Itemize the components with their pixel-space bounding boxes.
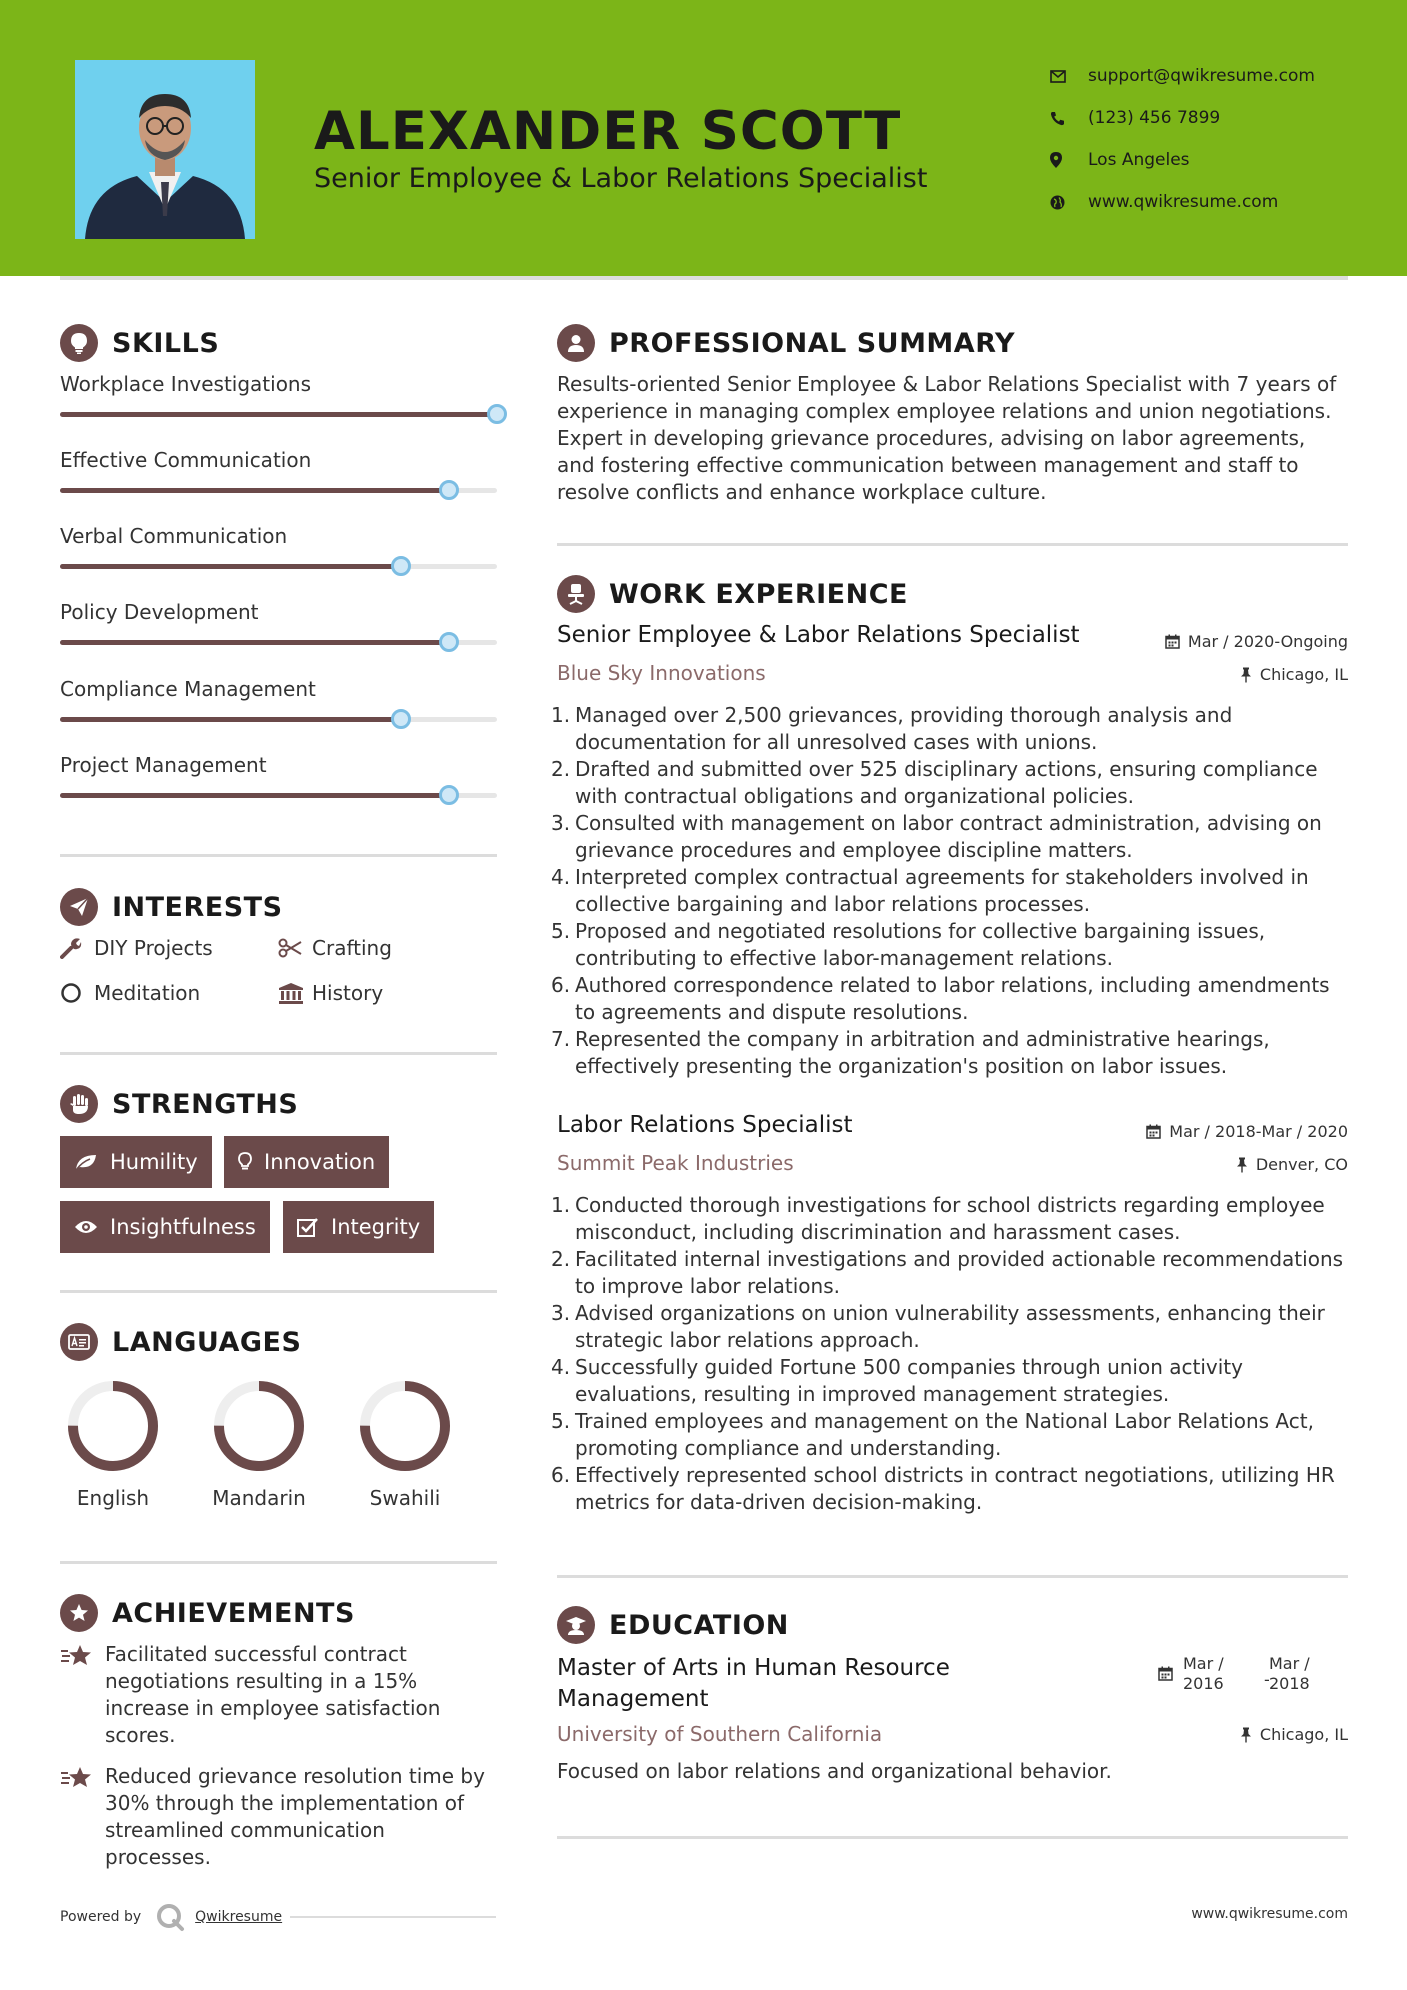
skill-bar-knob [439,632,459,652]
language-name: English [76,1486,150,1510]
skill-item [60,372,497,448]
globe-icon [1050,195,1088,210]
wrench-icon [60,937,94,959]
bullet-number: 1. [551,1193,571,1217]
bullet-text: Successfully guided Fortune 500 companies through union activity evaluations, resulting in improved management strategies. [575,1355,1243,1406]
languages-title: LANGUAGES [112,1326,302,1358]
skill-bar-fill [60,412,497,417]
star-icon [60,1763,105,1871]
section-divider [60,854,497,857]
job-location [1240,665,1348,684]
chair-icon [557,575,595,613]
bullet-text: Trained employees and management on the National Labor Relations Act, promoting compliance and understanding. [575,1409,1314,1460]
lightbulb-icon [60,324,98,362]
skill-item [60,677,497,753]
language-progress-ring [65,1378,161,1474]
company-name: Blue Sky Innovations [557,661,766,685]
skill-bar-knob [391,556,411,576]
bullet-text: Conducted thorough investigations for school districts regarding employee misconduct, including discrimination and harassment cases. [575,1193,1325,1244]
job-bullet [551,1354,1351,1408]
skill-name: Compliance Management [60,677,316,701]
contact-location-text: Los Angeles [1088,150,1190,170]
bullet-number: 4. [551,1355,571,1379]
candidate-title: Senior Employee & Labor Relations Specialist [314,163,928,194]
skill-name: Workplace Investigations [60,372,312,396]
lightbulb-icon [238,1152,252,1172]
achievement-text: Reduced grievance resolution time by 30% through the implementation of streamlined communication processes. [105,1764,485,1869]
bullet-number: 5. [551,919,571,943]
company-name: Summit Peak Industries [557,1151,794,1175]
circle-icon [60,982,94,1004]
job-bullet [551,1192,1351,1246]
powered-by-text: Powered by [60,1909,142,1925]
job-bullet-list [551,1192,1351,1516]
interest-label: Meditation [94,981,201,1005]
degree-title: Master of Arts in Human Resource Management [557,1655,950,1712]
section-divider [60,1052,497,1055]
experience-heading [557,575,908,613]
skill-name: Verbal Communication [60,524,288,548]
skill-bar-fill [60,717,401,722]
header-divider [60,276,1348,280]
bullet-text: Drafted and submitted over 525 disciplinary actions, ensuring compliance with contractual obligations and organizational policies. [575,757,1318,808]
strength-tag [283,1201,434,1253]
qwikresume-link[interactable]: Qwikresume [195,1909,283,1925]
check-square-icon [297,1217,319,1237]
job-dates [1165,632,1348,651]
job-location-text: Chicago, IL [1259,665,1348,684]
calendar-icon [1146,1124,1161,1139]
bullet-text: Managed over 2,500 grievances, providing thorough analysis and documentation for all unresolved cases with unions. [575,703,1233,754]
hand-icon [60,1085,98,1123]
language-item [194,1378,324,1510]
job-title: Senior Employee & Labor Relations Specialist [557,622,1080,648]
profile-photo [75,60,255,239]
job-bullet-list [551,702,1351,1080]
qwikresume-logo-icon [155,1902,185,1932]
bullet-number: 3. [551,1301,571,1325]
skill-bar [60,412,497,417]
section-divider [60,1290,497,1293]
interest-item [278,936,392,960]
job-dates-text: Mar / 2018-Mar / 2020 [1169,1122,1348,1141]
skill-bar-fill [60,564,401,569]
strength-label: Humility [110,1150,198,1174]
skill-item [60,524,497,600]
skill-bar [60,793,497,798]
language-item [340,1378,470,1510]
bullet-number: 6. [551,1463,571,1487]
contact-location [1050,139,1315,181]
interest-item [60,981,200,1005]
map-marker-icon [1050,152,1088,168]
skill-bar-knob [487,404,507,424]
skill-bar [60,640,497,645]
bullet-text: Effectively represented school districts in contract negotiations, utilizing HR metrics for data-driven decision-making. [575,1463,1335,1514]
skill-bar [60,488,497,493]
bullet-text: Consulted with management on labor contract administration, advising on grievance procedures and employee discipline matters. [575,811,1322,862]
strength-label: Insightfulness [110,1215,256,1239]
phone-icon [1050,111,1088,126]
resume-header [0,0,1407,276]
job-bullet [551,702,1351,756]
skill-name: Policy Development [60,600,259,624]
star-icon [60,1641,105,1749]
language-item [48,1378,178,1510]
section-divider [557,1575,1348,1578]
interest-label: Crafting [312,936,392,960]
envelope-icon [1050,70,1088,83]
contact-email[interactable] [1050,55,1315,97]
contact-phone[interactable] [1050,97,1315,139]
summary-heading [557,324,1015,362]
job-bullet [551,1026,1351,1080]
education-dates [1158,1654,1318,1698]
education-end-line1: Mar / [1269,1654,1310,1673]
interests-title: INTERESTS [112,891,283,923]
skill-bar-knob [439,480,459,500]
strength-label: Integrity [331,1215,421,1239]
paper-plane-icon [60,888,98,926]
skill-name: Project Management [60,753,267,777]
language-progress-ring [357,1378,453,1474]
bullet-number: 4. [551,865,571,889]
leaf-icon [74,1153,98,1171]
interest-item [278,981,383,1005]
bullet-number: 6. [551,973,571,997]
interest-label: History [312,981,384,1005]
job-dates [1146,1122,1348,1141]
job-bullet [551,756,1351,810]
education-description: Focused on labor relations and organizational behavior. [557,1759,1112,1783]
bullet-text: Interpreted complex contractual agreements for stakeholders involved in collective bargaining and labor relations processes. [575,865,1309,916]
footer-powered-by [60,1902,496,1932]
interests-heading [60,888,283,926]
calendar-icon [1165,634,1180,649]
bullet-number: 2. [551,757,571,781]
education-start-line1: Mar / [1183,1654,1224,1673]
school-name: University of Southern California [557,1722,883,1746]
eye-icon [74,1219,98,1235]
strength-tag [60,1136,212,1188]
job-location [1236,1155,1348,1174]
job-bullet [551,918,1351,972]
contact-website[interactable] [1050,181,1315,223]
strength-label: Innovation [264,1150,376,1174]
skill-bar-fill [60,793,449,798]
education-date-dash: - [1264,1670,1270,1689]
experience-title: WORK EXPERIENCE [609,578,908,610]
skill-bar-knob [391,709,411,729]
achievements-heading [60,1594,355,1632]
bullet-text: Proposed and negotiated resolutions for collective bargaining issues, contributing to effective labor-management relations. [575,919,1266,970]
skills-title: SKILLS [112,327,220,359]
candidate-name: ALEXANDER SCOTT [314,101,902,162]
bullet-number: 1. [551,703,571,727]
job-bullet [551,810,1351,864]
contact-list [1050,55,1315,223]
strengths-heading [60,1085,298,1123]
language-name: Swahili [369,1486,441,1510]
achievement-item [60,1763,497,1871]
job-bullet [551,1246,1351,1300]
skill-item [60,600,497,676]
bullet-number: 2. [551,1247,571,1271]
skill-item [60,753,497,829]
language-card-icon [60,1323,98,1361]
education-start-line2: 2016 [1183,1674,1224,1693]
education-location-text: Chicago, IL [1259,1725,1348,1744]
bullet-text: Facilitated internal investigations and provided actionable recommendations to improve labor relations. [575,1247,1344,1298]
summary-text: Results-oriented Senior Employee & Labor Relations Specialist with 7 years of experience in managing complex employee relations and union negotiations. Expert in developing grievance procedures, advising on labor agreements, and fostering effective communication between management and staff to resolve conflicts and enhance workplace culture. [557,372,1337,504]
bullet-number: 5. [551,1409,571,1433]
job-title: Labor Relations Specialist [557,1112,853,1138]
skill-bar-fill [60,488,449,493]
job-bullet [551,972,1351,1026]
bullet-text: Authored correspondence related to labor relations, including amendments to agreements and dispute resolutions. [575,973,1330,1024]
skill-bar [60,564,497,569]
skill-name: Effective Communication [60,448,312,472]
skill-bar-knob [439,785,459,805]
calendar-icon [1158,1666,1173,1685]
achievements-title: ACHIEVEMENTS [112,1597,355,1629]
education-location [1240,1725,1348,1744]
star-badge-icon [60,1594,98,1632]
graduate-icon [557,1606,595,1644]
language-progress-ring [211,1378,307,1474]
contact-phone-text: (123) 456 7899 [1088,108,1221,128]
contact-email-text: support@qwikresume.com [1088,66,1315,86]
languages-heading [60,1323,301,1361]
user-icon [557,324,595,362]
bullet-number: 7. [551,1027,571,1051]
strength-tag [224,1136,389,1188]
job-bullet [551,1300,1351,1354]
interest-label: DIY Projects [94,936,213,960]
pushpin-icon [1240,1727,1252,1743]
skill-bar-fill [60,640,449,645]
interest-item [60,936,213,960]
bullet-text: Represented the company in arbitration and administrative hearings, effectively presenting the organization's position on labor issues. [575,1027,1270,1078]
section-divider [60,1561,497,1564]
pushpin-icon [1236,1157,1248,1173]
achievement-text: Facilitated successful contract negotiations resulting in a 15% increase in employee satisfaction scores. [105,1642,441,1747]
strength-tag [60,1201,270,1253]
summary-title: PROFESSIONAL SUMMARY [609,327,1016,359]
achievement-item [60,1641,497,1749]
bank-icon [278,982,312,1004]
job-bullet [551,864,1351,918]
bullet-text: Advised organizations on union vulnerability assessments, enhancing their strategic labor relations approach. [575,1301,1325,1352]
pushpin-icon [1240,667,1252,683]
education-end-line2: 2018 [1269,1674,1310,1693]
scissors-icon [278,938,312,958]
education-title: EDUCATION [609,1609,789,1641]
job-bullet [551,1408,1351,1462]
footer-website[interactable]: www.qwikresume.com [1191,1906,1348,1922]
language-name: Mandarin [212,1486,306,1510]
skills-heading [60,324,219,362]
education-heading [557,1606,789,1644]
skill-bar [60,717,497,722]
bullet-number: 3. [551,811,571,835]
section-divider [557,543,1348,546]
skill-item [60,448,497,524]
footer-divider [290,1916,496,1918]
job-bullet [551,1462,1351,1516]
section-divider [557,1836,1348,1839]
job-location-text: Denver, CO [1255,1155,1348,1174]
job-dates-text: Mar / 2020-Ongoing [1187,632,1348,651]
contact-website-text: www.qwikresume.com [1088,192,1279,212]
strengths-title: STRENGTHS [112,1088,299,1120]
